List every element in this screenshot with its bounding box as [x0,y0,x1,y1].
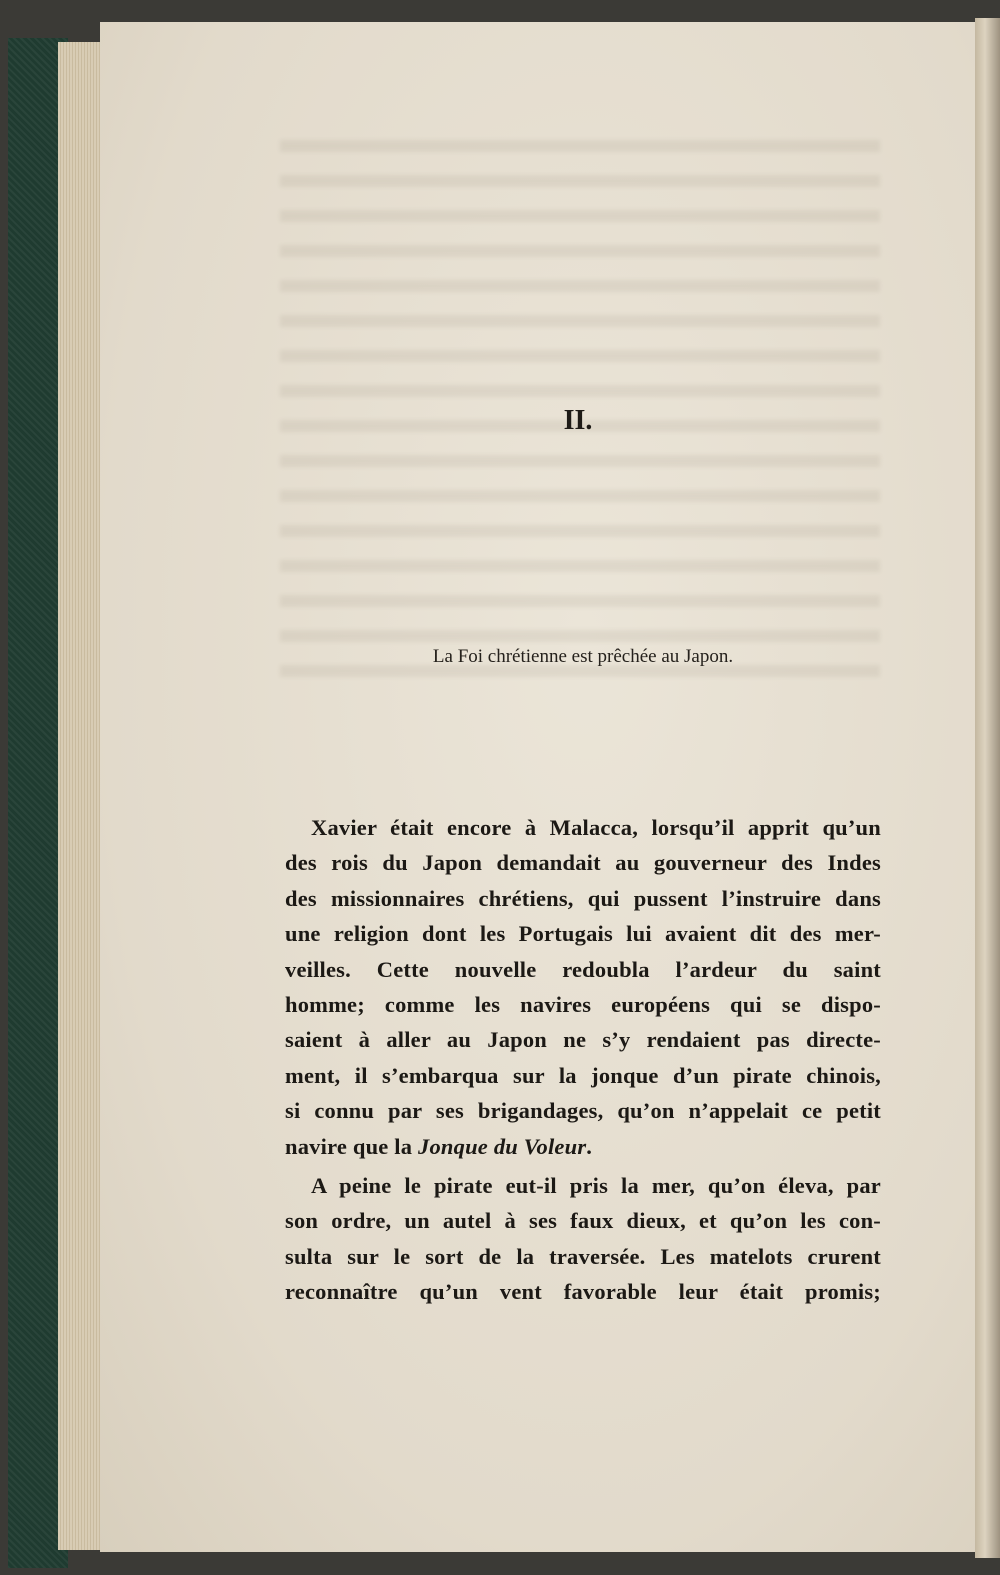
text-line: saient à aller au Japon ne s’y rendaient pas directe- [285,1027,881,1053]
text-line: sulta sur le sort de la traversée. Les matelots crurent [285,1243,881,1269]
chapter-number: II. [563,405,593,436]
text-line: ment, il s’embarqua sur la jonque d’un pirate chinois, [285,1062,881,1088]
page-curl-edge [975,18,1000,1558]
text-line: veilles. Cette nouvelle redoubla l’ardeur du saint [285,956,881,982]
paragraph [285,810,881,1164]
text-line: A peine le pirate eut-il pris la mer, qu’on éleva, par [311,1172,881,1198]
text-line: reconnaître qu’un vent favorable leur était promis; [285,1279,881,1305]
text-line: Xavier était encore à Malacca, lorsqu’il apprit qu’un [311,815,881,840]
chapter-title: La Foi chrétienne est prêchée au Japon. [432,646,734,667]
paragraph [285,1168,881,1310]
text-line: si connu par ses brigandages, qu’on n’appelait ce petit [285,1098,881,1124]
text-line: navire que la Jonque du Voleur. [285,1133,593,1159]
italic-ship-name: Jonque du Voleur [418,1133,587,1159]
body-text [285,810,881,1309]
text-line: homme; comme les navires européens qui se dispo- [285,991,881,1017]
text-line: des missionnaires chrétiens, qui pussent l’instruire dans [285,885,881,911]
text-line: une religion dont les Portugais lui avaient dit des mer- [285,921,881,947]
text-line: des rois du Japon demandait au gouverneur des Indes [285,850,881,876]
text-line: son ordre, un autel à ses faux dieux, et qu’on les con- [285,1208,881,1234]
